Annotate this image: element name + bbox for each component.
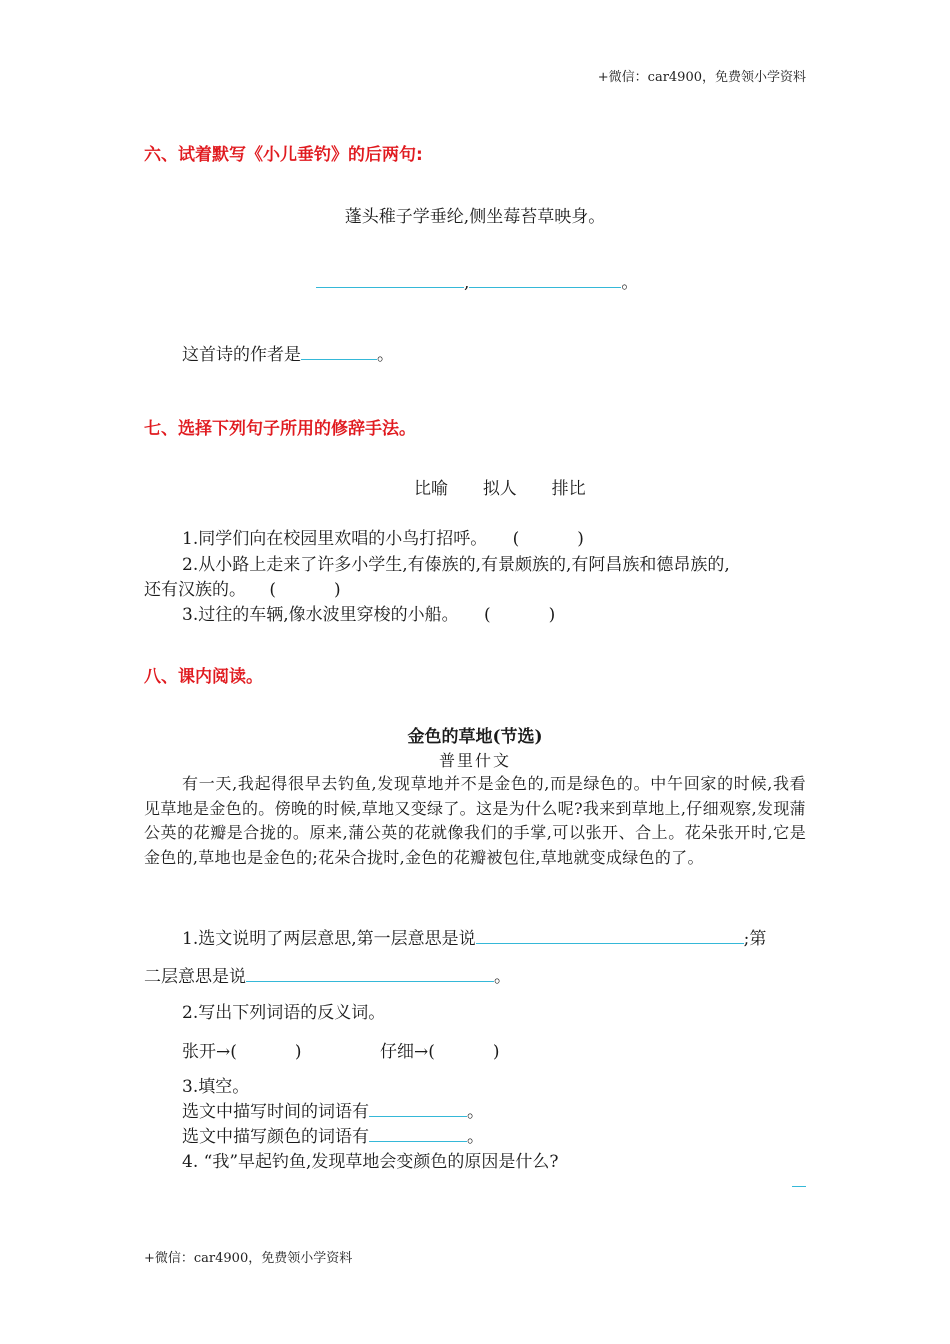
answer-blank-8-1b[interactable] xyxy=(246,965,494,982)
question-8-1-line1 xyxy=(182,924,766,949)
answer-paren-close: ) xyxy=(294,1042,302,1062)
question-7-1 xyxy=(182,524,584,549)
question-8-3: 3.填空。 xyxy=(182,1077,250,1097)
section-6-title: 六、试着默写《小儿垂钓》的后两句: xyxy=(144,145,423,165)
question-8-1-part2: ;第 xyxy=(743,929,767,949)
answer-paren-open: ( xyxy=(269,580,277,600)
question-7-3-text: 3.过往的车辆,像水波里穿梭的小船。 xyxy=(182,605,459,625)
question-8-4: 4. “我”早起钓鱼,发现草地会变颜色的原因是什么? xyxy=(182,1152,559,1172)
antonym-item-1-label: 张开→( xyxy=(182,1042,237,1062)
poem-line: 蓬头稚子学垂纶,侧坐莓苔草映身。 xyxy=(344,207,606,227)
question-7-2-line2 xyxy=(144,575,341,600)
fill-color-blank[interactable] xyxy=(369,1125,467,1142)
antonym-item-2 xyxy=(380,1037,500,1062)
question-8-1-part3: 二层意思是说 xyxy=(144,967,246,987)
option-personification: 拟人 xyxy=(482,479,517,499)
fill-color-end: 。 xyxy=(467,1127,484,1147)
question-7-2-text: 还有汉族的。 xyxy=(144,580,246,600)
question-8-1-line2 xyxy=(144,962,511,987)
section-7-title: 七、选择下列句子所用的修辞手法。 xyxy=(144,419,416,439)
poem-period: 。 xyxy=(621,273,639,293)
passage-body xyxy=(144,772,806,870)
question-8-1-part1: 1.选文说明了两层意思,第一层意思是说 xyxy=(182,929,476,949)
poem-blank-2[interactable] xyxy=(469,271,621,288)
author-question xyxy=(182,340,394,365)
question-8-2: 2.写出下列词语的反义词。 xyxy=(182,1003,386,1023)
fill-time-end: 。 xyxy=(467,1102,484,1122)
question-7-3 xyxy=(182,600,555,625)
question-8-3-line2 xyxy=(182,1122,484,1147)
answer-paren-close: ) xyxy=(334,580,341,600)
rhetoric-options xyxy=(414,474,586,499)
poem-blank-1[interactable] xyxy=(316,271,464,288)
author-end: 。 xyxy=(377,345,394,365)
poem-comma: , xyxy=(464,273,470,293)
poem-blank-line xyxy=(316,268,638,293)
passage-author: 普里什文 xyxy=(438,751,511,770)
answer-line-stub[interactable] xyxy=(792,1185,806,1187)
answer-blank-8-1a[interactable] xyxy=(476,927,744,944)
answer-paren-open: ( xyxy=(512,529,520,549)
question-8-1-end: 。 xyxy=(494,967,511,987)
option-metaphor: 比喻 xyxy=(414,479,448,499)
answer-paren-close: ) xyxy=(492,1042,500,1062)
header-note: +微信：car4900，免费领小学资料 xyxy=(597,70,806,85)
question-7-2-line1: 2.从小路上走来了许多小学生,有傣族的,有景颇族的,有阿昌族和德昂族的, xyxy=(182,555,730,575)
author-prompt: 这首诗的作者是 xyxy=(182,345,301,365)
passage-title: 金色的草地(节选) xyxy=(407,727,543,747)
option-parallelism: 排比 xyxy=(551,479,586,499)
antonym-item-1 xyxy=(182,1037,302,1062)
question-8-3-line1 xyxy=(182,1097,484,1122)
fill-time-blank[interactable] xyxy=(369,1100,467,1117)
question-7-1-text: 1.同学们向在校园里欢唱的小鸟打招呼。 xyxy=(182,529,488,549)
author-blank[interactable] xyxy=(301,343,377,360)
antonym-item-2-label: 仔细→( xyxy=(380,1042,435,1062)
fill-time-prompt: 选文中描写时间的词语有 xyxy=(182,1102,369,1122)
fill-color-prompt: 选文中描写颜色的词语有 xyxy=(182,1127,369,1147)
answer-paren-open: ( xyxy=(484,605,491,625)
passage-text: 有一天,我起得很早去钓鱼,发现草地并不是金色的,而是绿色的。中午回家的时候,我看见草地是金色的。傍晚的时候,草地又变绿了。这是为什么呢?我来到草地上,仔细观察,发现蒲公英的花瓣是合拢的。原来,蒲公英的花就像我们的手掌,可以张开、合上。花朵张开时,它是金色的,草地也是金色的;花朵合拢时,金色的花瓣被包住,草地就变成绿色的了。 xyxy=(144,774,806,867)
answer-paren-close: ) xyxy=(548,605,556,625)
section-8-title: 八、课内阅读。 xyxy=(144,667,263,687)
answer-paren-close: ) xyxy=(577,529,584,549)
footer-note: +微信：car4900，免费领小学资料 xyxy=(144,1251,353,1266)
